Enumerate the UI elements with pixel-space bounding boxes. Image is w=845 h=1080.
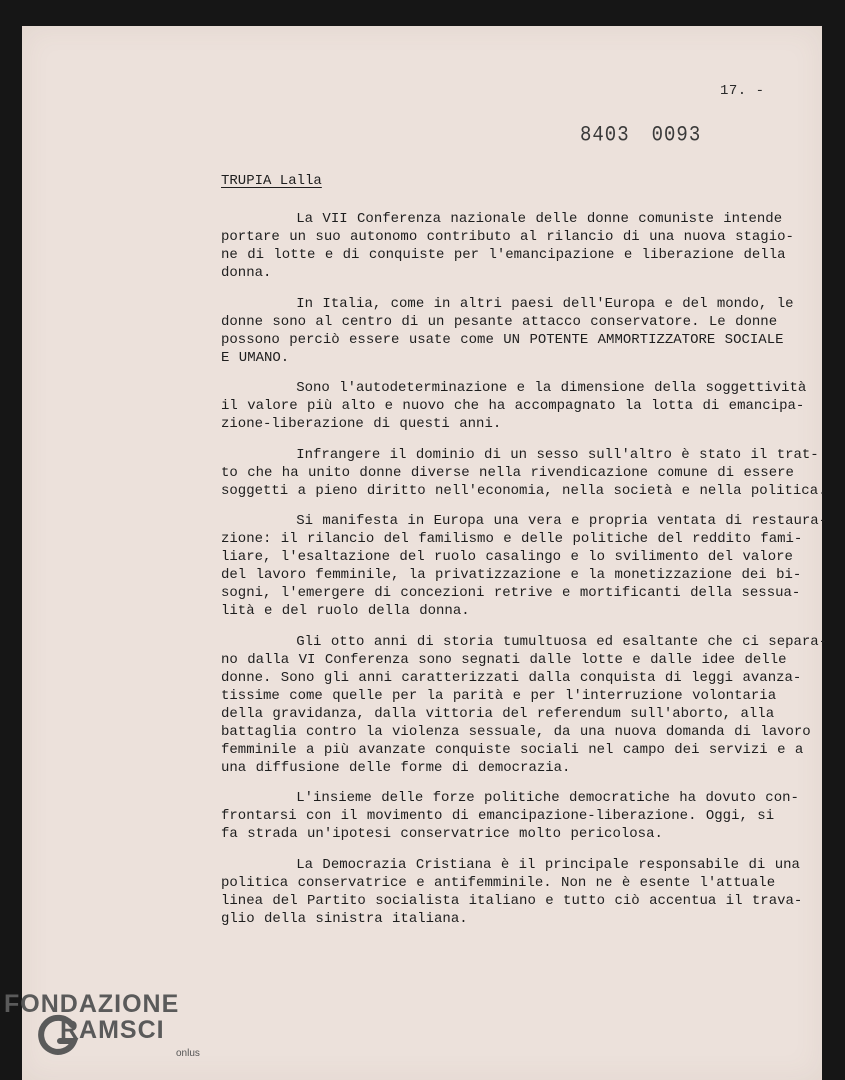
text-line: portare un suo autonomo contributo al rilancio di una nuova stagio-: [221, 229, 794, 245]
stamp-number-right: 0093: [651, 122, 702, 148]
fondazione-gramsci-logo: [4, 990, 214, 1070]
text-line: L'insieme delle forze politiche democratiche ha dovuto con-: [221, 790, 799, 806]
text-line: donne. Sono gli anni caratterizzati dalla conquista di leggi avanza-: [221, 669, 802, 686]
document-body: [221, 210, 828, 940]
text-line: politica conservatrice e antifemminile. Non ne è esente l'attuale: [221, 874, 776, 891]
author-heading: TRUPIA Lalla: [221, 173, 322, 189]
text-line: battaglia contro la violenza sessuale, da una nuova domanda di lavoro: [221, 723, 811, 740]
logo-line-fondazione: FONDAZIONE: [4, 990, 180, 1018]
paragraph: [221, 633, 828, 777]
text-line: In Italia, come in altri paesi dell'Europa e del mondo, le: [221, 295, 794, 312]
page-number: 17. -: [720, 83, 765, 99]
text-line: femminile a più avanzate conquiste sociali nel campo dei servizi e a: [221, 741, 804, 758]
paragraph: [221, 379, 807, 433]
paragraph: [221, 295, 794, 367]
text-line: Sono l'autodeterminazione e la dimensione della soggettività: [221, 380, 807, 396]
text-line: zione: il rilancio del familismo e delle politiche del reddito fami-: [221, 531, 803, 547]
text-line: lità e del ruolo della donna.: [221, 603, 470, 619]
text-line: Si manifesta in Europa una vera e propria ventata di restaura-: [221, 513, 828, 529]
text-line: E UMANO.: [221, 349, 290, 366]
text-line: frontarsi con il movimento di emancipazione-liberazione. Oggi, si: [221, 808, 775, 824]
text-line: La VII Conferenza nazionale delle donne comuniste intende: [221, 211, 783, 227]
text-line: della gravidanza, dalla vittoria del referendum sull'aborto, alla: [221, 705, 775, 722]
text-line: una diffusione delle forme di democrazia.: [221, 759, 571, 776]
text-line: Gli otto anni di storia tumultuosa ed esaltante che ci separa-: [221, 633, 828, 650]
text-line: no dalla VI Conferenza sono segnati dalle lotte e dalle idee delle: [221, 651, 787, 668]
text-line: linea del Partito socialista italiano e tutto ciò accentua il trava-: [221, 892, 803, 909]
text-line: La Democrazia Cristiana è il principale responsabile di una: [221, 856, 800, 873]
text-line: Infrangere il dominio di un sesso sull'altro è stato il trat-: [221, 446, 819, 463]
archive-stamp: [580, 122, 723, 147]
paragraph: [221, 210, 794, 282]
text-line: tissime come quelle per la parità e per l'interruzione volontaria: [221, 687, 777, 704]
text-line: soggetti a pieno diritto nell'economia, nella società e nella politica.: [221, 482, 827, 499]
text-line: glio della sinistra italiana.: [221, 910, 468, 927]
paragraph: [221, 446, 827, 500]
text-line: del lavoro femminile, la privatizzazione e la monetizzazione dei bi-: [221, 567, 802, 583]
text-line: donna.: [221, 265, 272, 281]
text-line: ne di lotte e di conquiste per l'emancipazione e liberazione della: [221, 247, 786, 263]
logo-line-onlus: onlus: [176, 1048, 200, 1059]
paragraph: [221, 856, 803, 928]
text-line: to che ha unito donne diverse nella rivendicazione comune di essere: [221, 464, 794, 481]
logo-line-gramsci: RAMSCI: [60, 1016, 165, 1044]
paragraph: [221, 789, 799, 843]
paragraph: [221, 512, 828, 620]
text-line: sogni, l'emergere di concezioni retrive e mortificanti della sessua-: [221, 585, 801, 601]
text-line: liare, l'esaltazione del ruolo casalingo e lo svilimento del valore: [221, 549, 793, 565]
text-line: donne sono al centro di un pesante attacco conservatore. Le donne: [221, 313, 778, 330]
text-line: zione-liberazione di questi anni.: [221, 416, 502, 432]
stamp-number-left: 8403: [580, 122, 630, 148]
text-line: possono perciò essere usate come UN POTENTE AMMORTIZZATORE SOCIALE: [221, 331, 784, 348]
text-line: il valore più alto e nuovo che ha accompagnato la lotta di emancipa-: [221, 398, 805, 414]
text-line: fa strada un'ipotesi conservatrice molto pericolosa.: [221, 826, 663, 842]
